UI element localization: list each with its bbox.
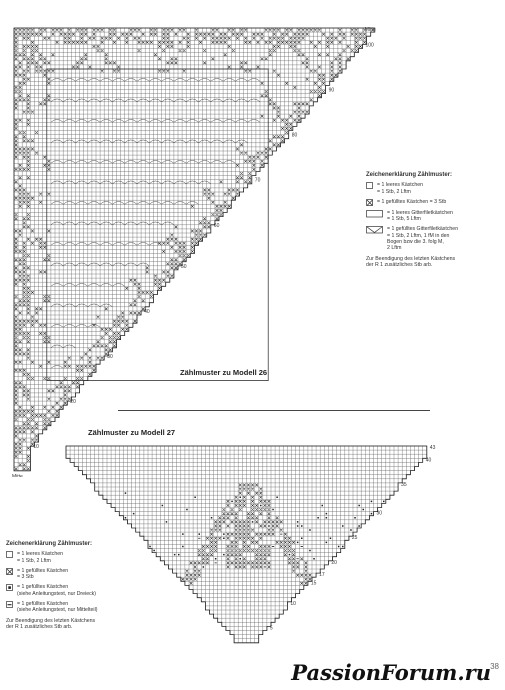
row-number-label: 20 (70, 399, 76, 406)
row-number-label: 30 (107, 354, 113, 360)
model27-legend (6, 541, 126, 630)
row-number-label: 5 (269, 625, 273, 632)
row-number-label: 35 (401, 481, 407, 488)
row-number-label: 80 (291, 132, 298, 139)
bleed-through-shadow (392, 306, 432, 366)
section-divider (118, 410, 430, 411)
legend-footnote: Zur Beendigung des letzten Kästchens der R 1 zusätzliches Stb arb. (366, 255, 456, 268)
dot-box-icon (6, 584, 14, 591)
legend-text: = 1 gefülltes Kästchen = 3 Stb (17, 567, 69, 581)
row-number-label: 40 (425, 457, 432, 464)
legend-text: = 1 leeres Kästchen = 1 Stb, 2 Lftm (377, 182, 423, 195)
dash-box-icon (6, 601, 14, 608)
row-number-label: 40 (144, 308, 150, 315)
legend-row (6, 584, 126, 597)
row-number-label: 10 (290, 600, 296, 607)
legend-text: = 1 gefülltes Gitterfiletkästchen = 1 Stb, 2 Lftm, 1 fM in den Bogen bzw die 3. folg M, 2 Lftm (387, 226, 459, 252)
model26-chart (8, 22, 421, 477)
page-number: 38 (490, 662, 499, 671)
model27-title: Zählmuster zu Modell 27 (88, 428, 176, 437)
row-number-label: 70 (254, 177, 261, 184)
empty-box-icon (366, 182, 374, 189)
legend-text: = 1 leeres Kästchen = 1 Stb, 2 Lftm (17, 551, 63, 564)
arch-box-icon (366, 226, 384, 234)
legend-row (6, 551, 126, 564)
row-number-label: 50 (181, 263, 187, 270)
row-number-label: 100 (365, 42, 374, 49)
legend-row (366, 182, 486, 195)
legend-row (366, 226, 486, 251)
row-number-label: 17 (319, 572, 325, 579)
model26-legend (366, 172, 486, 268)
legend-footnote: Zur Beendigung des letzten Kästchens der R 1 zusätzliches Stb arb. (6, 617, 96, 630)
row-number-label: 20 (331, 559, 337, 566)
row-number-label: 60 (213, 222, 220, 229)
legend-heading: Zeichenerklärung Zählmuster: (366, 172, 453, 178)
legend-row (6, 601, 126, 614)
legend-text: = 1 gefülltes Kästchen = 3 Stb (377, 198, 447, 205)
cross-box-icon (366, 199, 374, 206)
arch-stitches (51, 78, 260, 368)
legend-text: = 1 leeres Gitterfiletkästchen = 1 Stb, 5 Lftm (387, 209, 453, 223)
wide-box-icon (366, 210, 384, 218)
legend-text: = 1 gefülltes Kästchen (siehe Anleitungstext, nur Mittelteil) (17, 601, 98, 614)
model26-title: Zählmuster zu Modell 26 (180, 368, 268, 377)
legend-row (366, 199, 486, 206)
row-number-label: 90 (328, 87, 335, 94)
row-number-label: 43 (429, 445, 436, 451)
row-number-label: 15 (310, 580, 317, 587)
mitte-label-bottom: Mitte (12, 473, 23, 477)
legend-row (6, 568, 126, 581)
empty-box-icon (6, 551, 14, 558)
site-watermark: PassionForum.ru (291, 660, 491, 685)
row-number-label: 10 (33, 444, 39, 451)
row-number-label: 25 (351, 535, 358, 542)
legend-text: = 1 gefülltes Kästchen (siehe Anleitungstext, nur Dreieck) (17, 584, 97, 597)
mitte-label-top: Mitte (364, 27, 376, 33)
cross-box-icon (6, 568, 14, 575)
legend-heading: Zeichenerklärung Zählmuster: (6, 541, 93, 547)
row-number-label: 30 (376, 510, 383, 517)
legend-row (366, 210, 486, 223)
